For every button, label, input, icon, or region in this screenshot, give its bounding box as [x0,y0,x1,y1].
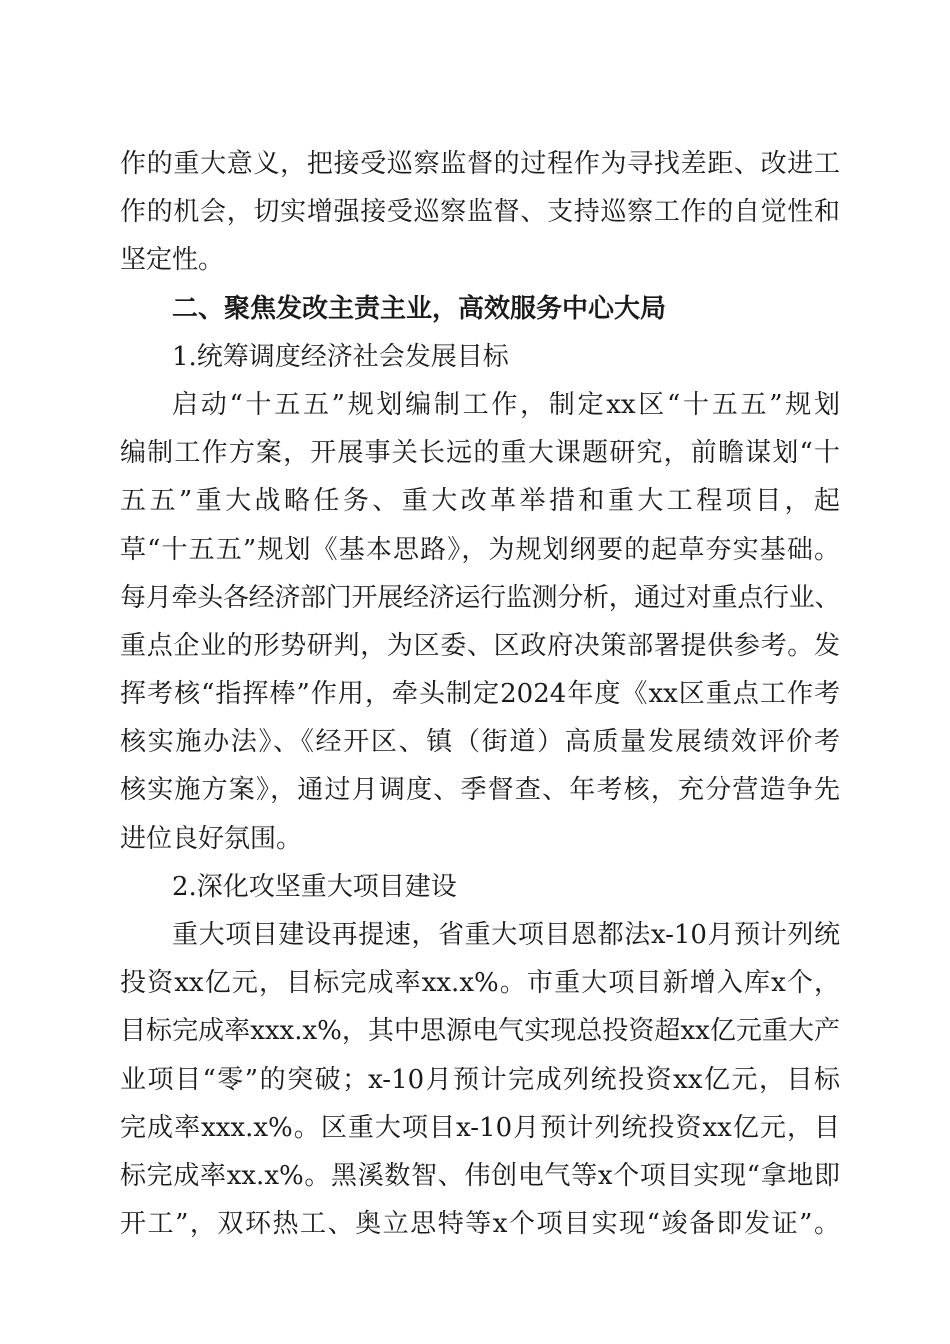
paragraph-line: 标完成率xx.x%。黑溪数智、伟创电气等x个项目实现“拿地即 [120,1160,840,1191]
paragraph-line: 五五”重大战略任务、重大改革举措和重大工程项目，起 [120,486,840,517]
paragraph-line: 重点企业的形势研判，为区委、区政府决策部署提供参考。发 [120,630,840,661]
paragraph-line: 完成率xxx.x%。区重大项目x-10月预计列统投资xx亿元，目 [120,1112,840,1143]
paragraph-line: 坚定性。 [120,245,225,276]
paragraph-line: 业项目“零”的突破；x-10月预计完成列统投资xx亿元，目标 [120,1064,840,1095]
paragraph-line: 作的重大意义，把接受巡察监督的过程作为寻找差距、改进工 [120,149,840,179]
paragraph-line: 每月牵头各经济部门开展经济运行监测分析，通过对重点行业、 [120,582,840,613]
paragraph-line: 开工”，双环热工、奥立思特等x个项目实现“竣备即发证”。 [120,1209,840,1240]
document-body [120,140,840,1248]
paragraph-line: 作的机会，切实增强接受巡察监督、支持巡察工作的自觉性和 [120,197,840,228]
paragraph-line: 投资xx亿元，目标完成率xx.x%。市重大项目新增入库x个， [120,968,840,999]
section-heading: 二、聚焦发改主责主业，高效服务中心大局 [172,293,667,324]
paragraph-line: 目标完成率xxx.x%，其中思源电气实现总投资超xx亿元重大产 [120,1016,840,1047]
paragraph-line: 挥考核“指挥棒”作用，牵头制定2024年度《xx区重点工作考 [120,679,840,710]
paragraph-line: 启动“十五五”规划编制工作，制定xx区“十五五”规划 [172,389,840,420]
paragraph-line: 草“十五五”规划《基本思路》，为规划纲要的起草夯实基础。 [120,534,840,565]
paragraph-line: 核实施办法》、《经开区、镇（街道）高质量发展绩效评价考 [120,727,840,758]
subsection-heading: 2.深化攻坚重大项目建设 [172,871,457,902]
paragraph-line: 重大项目建设再提速，省重大项目恩都法x-10月预计列统 [172,920,840,950]
paragraph-line: 核实施方案》，通过月调度、季督查、年考核，充分营造争先 [120,775,840,806]
paragraph-line: 编制工作方案，开展事关长远的重大课题研究，前瞻谋划“十 [120,438,840,469]
subsection-heading: 1.统筹调度经济社会发展目标 [172,341,509,372]
paragraph-line: 进位良好氛围。 [120,823,303,854]
